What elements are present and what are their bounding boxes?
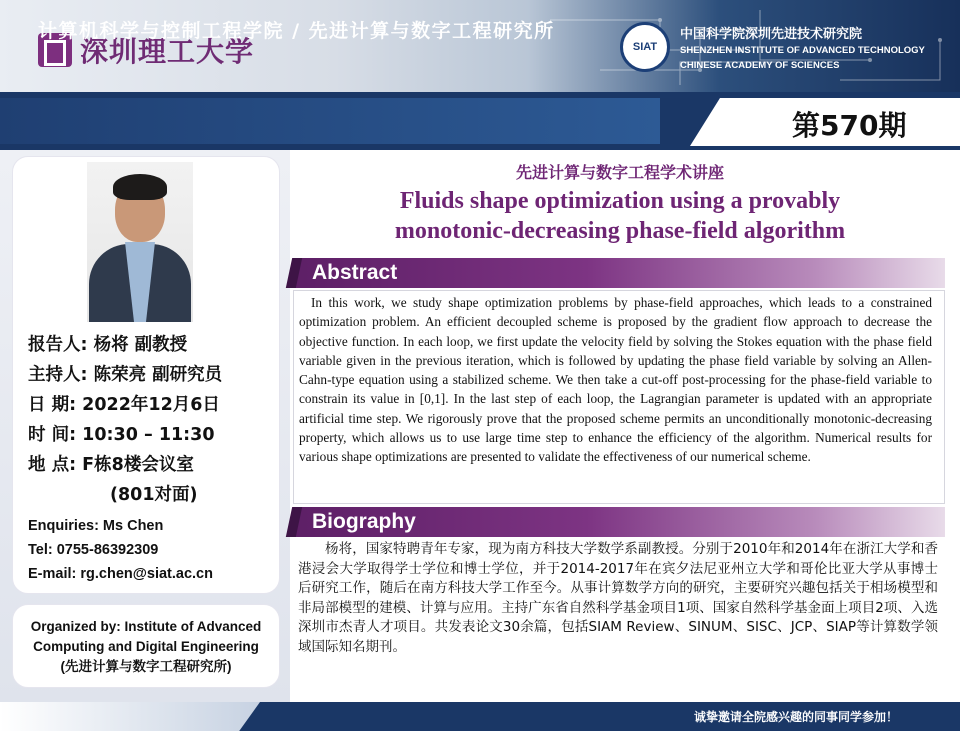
siat-logo (620, 22, 925, 72)
enquiries-line: Enquiries: Ms Chen (28, 518, 164, 534)
contact-info (28, 514, 213, 586)
photo-hair (113, 174, 167, 200)
footer-invitation: 诚挚邀请全院感兴趣的同事同学参加！ (694, 710, 899, 724)
lecture-title-line-2: monotonic-decreasing phase-field algorithm (394, 218, 846, 244)
footer-stripe (0, 702, 260, 731)
talk-info (28, 330, 222, 510)
email-line: E-mail: rg.chen@siat.ac.cn (28, 566, 213, 582)
siat-emblem-label: SIAT (632, 41, 658, 53)
date-line: 日 期: 2022年12月6日 (28, 395, 220, 415)
siat-name-cn: 中国科学院深圳先进技术研究院 (680, 26, 863, 42)
issue-number: 第570期 (792, 109, 907, 142)
organizer-line-3: (先进计算与数字工程研究所) (60, 659, 232, 674)
siat-name-en-2: CHINESE ACADEMY OF SCIENCES (680, 59, 840, 71)
university-name: 深圳理工大学 (80, 35, 255, 68)
place-line: 地 点: F栋8楼会议室 (28, 455, 194, 475)
biography-text: 杨将，国家特聘青年专家，现为南方科技大学数学系副教授。分别于2010年和2014年在浙江大学和香港浸会大学取得学士学位和博士学位，并于2014-2017年在宾夕法尼亚州立大学和哥伦比亚大学从事博士后研究工作，随后在南方科技大学工作至今。从事计算数学方向的研究，主要研究兴趣包括关于相场模型和非局部模型的建模、计算与应用。主持广东省自然科学基金项目1项、国家自然科学基金面上项目2项、入选深圳市杰青人才项目。共发表论文30余篇，包括SIAM Review、SINUM、SISC、JCP、SIAP等计算数学领域国际知名期刊。 (298, 541, 938, 655)
time-line: 时 间: 10:30 – 11:30 (28, 425, 215, 445)
lecture-title (290, 186, 950, 246)
title-band-inner (0, 98, 660, 144)
biography-heading: Biography (312, 510, 416, 533)
organizer-text (12, 617, 280, 677)
organizer-line-1: Organized by: Institute of Advanced (30, 619, 262, 634)
lecture-series-title: 先进计算与数字工程学术讲座 (515, 163, 724, 182)
siat-name-en-1: SHENZHEN INSTITUTE OF ADVANCED TECHNOLOGY (680, 44, 925, 56)
siat-emblem-icon (620, 22, 670, 72)
abstract-heading: Abstract (312, 261, 398, 284)
tel-line: Tel: 0755-86392309 (28, 542, 159, 558)
abstract-text: In this work, we study shape optimization problems by phase-field approaches, which leads to a constrained optimization problem. An efficient decoupled scheme is proposed by the gradient flow approach to decrease the objective function. In each loop, we first update the velocity field by solving the Stokes equation with the phase field variable given in the previous iteration, which is followed by updating the phase field variable by solving an Allen-Cahn-type equation using a stabilized scheme. We then take a cut-off post-processing for the phase-field variable to constrain its value in [0,1]. In the last step of each loop, the Lagrangian parameter is updated with an appropriate artificial time step. We rigorously prove that the proposed scheme permits an unconditionally monotonic-decreasing property, which allows us to use large time step to enhance the efficiency of the algorithm. Numerical results for various shape optimizations are presented to validate the effectiveness of our numerical scheme. (299, 295, 932, 465)
speaker-photo (87, 162, 193, 322)
lecture-title-line-1: Fluids shape optimization using a provably (399, 188, 841, 214)
host-line: 主持人: 陈荣亮 副研究员 (28, 365, 223, 385)
organizer-line-2: Computing and Digital Engineering (33, 639, 259, 654)
place-detail-line: (801对面) (110, 485, 198, 505)
reporter-line: 报告人: 杨将 副教授 (28, 335, 188, 355)
siat-text (680, 23, 925, 72)
college-name: 计算机科学与控制工程学院 / 先进计算与数字工程研究所 (38, 20, 555, 42)
